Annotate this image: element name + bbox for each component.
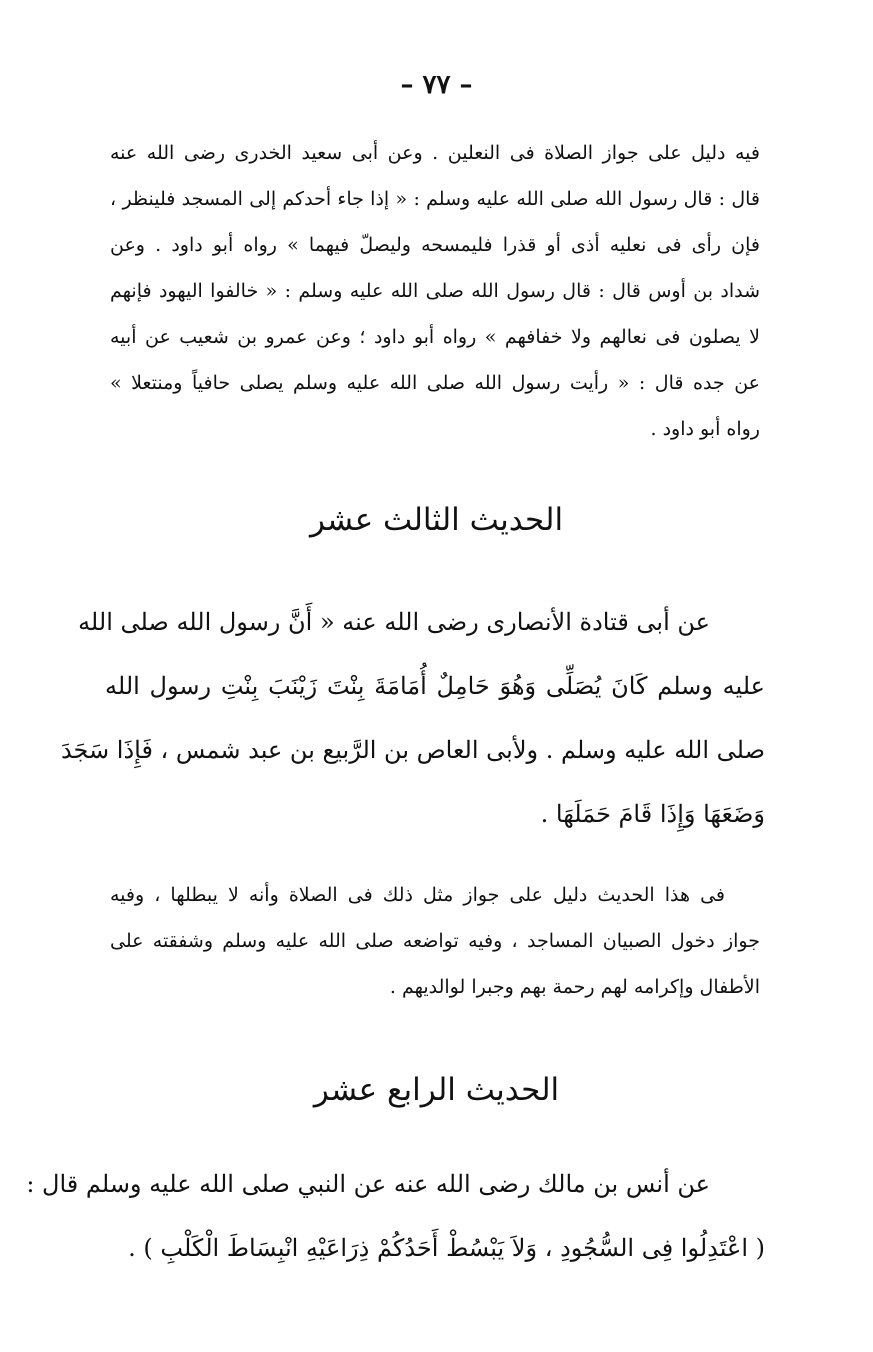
text-line: لا يصلون فى نعالهم ولا خفافهم » رواه أبو داود ؛ وعن عمرو بن شعيب عن أبيه: [110, 326, 760, 348]
hadith-14-text: [26, 1152, 765, 1280]
text-line: فإن رأى فى نعليه أذى أو قذرا فليمسحه وليصلّ فيهما » رواه أبو داود . وعن: [110, 234, 760, 256]
text-line: فيه دليل على جواز الصلاة فى النعلين . وعن أبى سعيد الخدرى رضى الله عنه: [110, 142, 760, 164]
text-line: عليه وسلم كَانَ يُصَلِّى وَهُوَ حَامِلٌ أُمَامَةَ بِنْتَ زَيْنَبَ بِنْتِ رسول الله: [105, 672, 765, 700]
text-line: قال : قال رسول الله صلى الله عليه وسلم : « إذا جاء أحدكم إلى المسجد فلينظر ،: [110, 188, 760, 210]
text-line: ( اعْتَدِلُوا فِى السُّجُودِ ، وَلاَ يَبْسُطْ أَحَدُكُمْ ذِرَاعَيْهِ انْبِسَاطَ الْكَلْبِ ) .: [128, 1234, 765, 1262]
heading-hadith-13: الحديث الثالث عشر: [309, 502, 564, 538]
hadith-13-text: [60, 590, 765, 846]
text-line: الأطفال وإكرامه لهم رحمة بهم وجبرا لوالديهم .: [389, 976, 760, 998]
text-line: فى هذا الحديث دليل على جواز مثل ذلك فى الصلاة وأنه لا يبطلها ، وفيه: [110, 884, 725, 906]
text-line: رواه أبو داود .: [650, 418, 760, 440]
text-line: عن أبى قتادة الأنصارى رضى الله عنه « أَنَّ رسول الله صلى الله: [78, 608, 710, 636]
text-line: صلى الله عليه وسلم . ولأبى العاص بن الرَّبيع بن عبد شمس ، فَإِذَا سَجَدَ: [60, 736, 765, 764]
intro-paragraph: [110, 130, 760, 452]
text-line: وَضَعَهَا وَإِذَا قَامَ حَمَلَهَا .: [540, 800, 765, 828]
heading-hadith-14: الحديث الرابع عشر: [313, 1072, 560, 1108]
text-line: شداد بن أوس قال : قال رسول الله صلى الله عليه وسلم : « خالفوا اليهود فإنهم: [110, 280, 760, 302]
text-line: جواز دخول الصبيان المساجد ، وفيه تواضعه صلى الله عليه وسلم وشفقته على: [110, 930, 760, 952]
hadith-13-commentary: [110, 872, 760, 1010]
text-line: عن جده قال : « رأيت رسول الله صلى الله عليه وسلم يصلى حافياً ومنتعلا »: [110, 372, 760, 394]
text-line: عن أنس بن مالك رضى الله عنه عن النبي صلى الله عليه وسلم قال :: [26, 1170, 710, 1198]
page-number: – ٧٧ –: [400, 70, 473, 100]
